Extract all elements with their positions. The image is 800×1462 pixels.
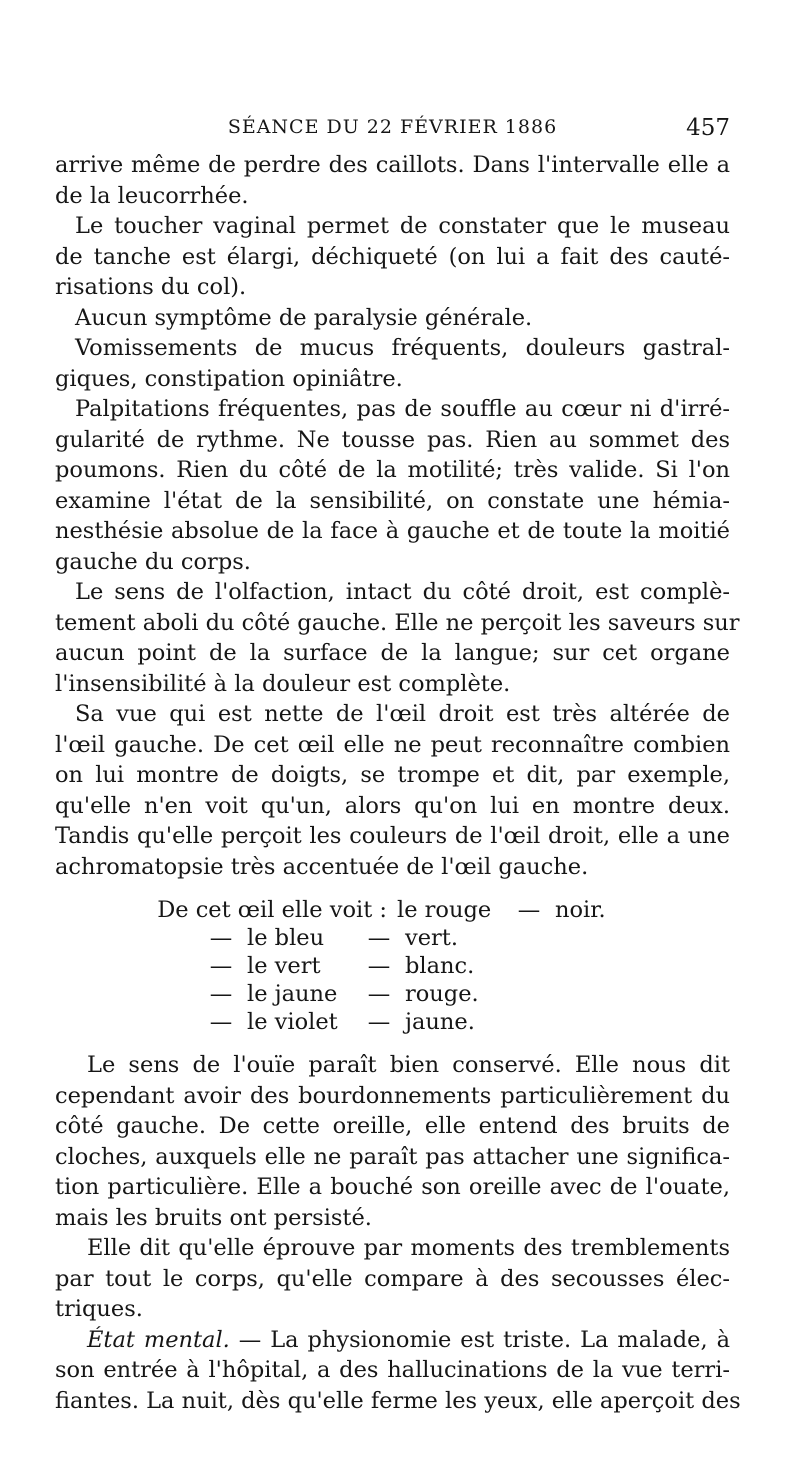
paragraph-2 xyxy=(55,211,730,303)
table-row xyxy=(55,980,730,1008)
text-line: risations du col). xyxy=(55,274,247,300)
paragraph-5 xyxy=(55,394,730,577)
paragraph-4 xyxy=(55,333,730,394)
arrow-dash: — xyxy=(367,981,391,1007)
arrow-dash: — xyxy=(367,953,391,979)
table-lead: De cet œil elle voit : xyxy=(157,897,387,923)
arrow-dash: — xyxy=(367,925,391,951)
color-perception-table xyxy=(55,896,730,1036)
text-line: de tanche est élargi, déchiqueté (on lui a fait des cauté- xyxy=(55,243,730,270)
paragraph-1 xyxy=(55,150,730,211)
text-line: achromatopsie très accentuée de l'œil gauche. xyxy=(55,853,589,880)
paragraph-8 xyxy=(55,1050,730,1233)
text-line: poumons. Rien du côté de la motilité; très valide. Si l'on xyxy=(55,457,730,483)
text-line: Tandis qu'elle perçoit les couleurs de l'œil droit, elle a une xyxy=(55,823,730,849)
paragraph-10 xyxy=(55,1325,741,1417)
text-line: Le toucher vaginal permet de constater que le museau xyxy=(75,213,730,239)
text-line: gauche du corps. xyxy=(55,548,251,575)
ditto-mark: — xyxy=(209,1009,233,1035)
text-line: examine l'état de la sensibilité, on constate une hémia- xyxy=(55,487,730,514)
text-line: l'œil gauche. De cet œil elle ne peut reconnaître combien xyxy=(55,731,730,758)
text-line: par tout le corps, qu'elle compare à des secousses élec- xyxy=(55,1265,730,1292)
text-line: Elle dit qu'elle éprouve par moments des tremblements xyxy=(87,1235,730,1261)
text-line: nesthésie absolue de la face à gauche et de toute la moitié xyxy=(55,518,730,544)
page-body xyxy=(55,150,741,1416)
ditto-mark: — xyxy=(209,981,233,1007)
text-line: Le sens de l'ouïe paraît bien conservé. Elle nous dit xyxy=(87,1052,730,1078)
text-line: gularité de rythme. Ne tousse pas. Rien au sommet des xyxy=(55,426,730,453)
text-line: côté gauche. De cette oreille, elle entend des bruits de xyxy=(55,1113,730,1139)
text-line: de la leucorrhée. xyxy=(55,182,249,209)
color-perceived: blanc. xyxy=(405,953,475,979)
paragraph-9 xyxy=(55,1233,730,1325)
heading-continuation: — La physionomie est triste. La malade, à xyxy=(229,1326,730,1353)
text-line: cloches, auxquels elle ne paraît pas attacher une significa- xyxy=(55,1143,730,1170)
color-perceived: rouge. xyxy=(405,981,479,1007)
text-line: mais les bruits ont persisté. xyxy=(55,1204,372,1231)
text-line: son entrée à l'hôpital, a des hallucinations de la vue terri- xyxy=(55,1357,730,1383)
text-line: giques, constipation opiniâtre. xyxy=(55,365,403,392)
text-line: l'insensibilité à la douleur est complète. xyxy=(55,670,511,697)
paragraph-7 xyxy=(55,699,730,882)
text-line: on lui montre de doigts, se trompe et dit, par exemple, xyxy=(55,762,730,788)
section-heading: État mental. xyxy=(87,1326,230,1353)
table-row xyxy=(55,952,730,980)
text-line: Sa vue qui est nette de l'œil droit est très altérée de xyxy=(75,701,730,727)
arrow-dash: — xyxy=(367,1009,391,1035)
table-row xyxy=(55,924,730,952)
text-line xyxy=(55,1325,730,1356)
text-line: Palpitations fréquentes, pas de souffle au cœur ni d'irré- xyxy=(75,396,730,422)
paragraph-6 xyxy=(55,577,740,699)
text-line: cependant avoir des bourdonnements particulièrement du xyxy=(55,1082,730,1109)
color-seen: le bleu xyxy=(247,925,325,951)
page-header xyxy=(55,112,730,146)
arrow-dash: — xyxy=(517,897,541,923)
text-line: arrive même de perdre des caillots. Dans l'intervalle elle a xyxy=(55,152,730,178)
running-title: SÉANCE DU 22 FÉVRIER 1886 xyxy=(227,116,558,138)
ditto-mark: — xyxy=(209,925,233,951)
text-line: tement aboli du côté gauche. Elle ne perçoit les saveurs sur xyxy=(55,609,740,636)
text-line: qu'elle n'en voit qu'un, alors qu'on lui en montre deux. xyxy=(55,792,730,819)
color-seen: le jaune xyxy=(247,981,338,1007)
paragraph-3 xyxy=(55,303,730,334)
color-perceived: jaune. xyxy=(405,1009,475,1035)
color-seen: le vert xyxy=(247,953,321,979)
ditto-mark: — xyxy=(209,953,233,979)
text-line: Aucun symptôme de paralysie générale. xyxy=(75,304,533,331)
table-row xyxy=(55,896,730,924)
text-line: fiantes. La nuit, dès qu'elle ferme les yeux, elle aperçoit des xyxy=(55,1387,741,1414)
page-number: 457 xyxy=(686,115,730,141)
text-line: Vomissements de mucus fréquents, douleurs gastral- xyxy=(75,335,730,361)
color-seen: le violet xyxy=(247,1009,338,1035)
color-seen: le rouge xyxy=(397,897,492,923)
text-line: aucun point de la surface de la langue; sur cet organe xyxy=(55,640,730,666)
text-line: triques. xyxy=(55,1296,143,1322)
text-line: Le sens de l'olfaction, intact du côté droit, est complè- xyxy=(75,579,730,605)
table-row xyxy=(55,1008,730,1036)
color-perceived: vert. xyxy=(405,925,458,951)
color-perceived: noir. xyxy=(555,897,606,923)
text-line: tion particulière. Elle a bouché son oreille avec de l'ouate, xyxy=(55,1174,730,1200)
